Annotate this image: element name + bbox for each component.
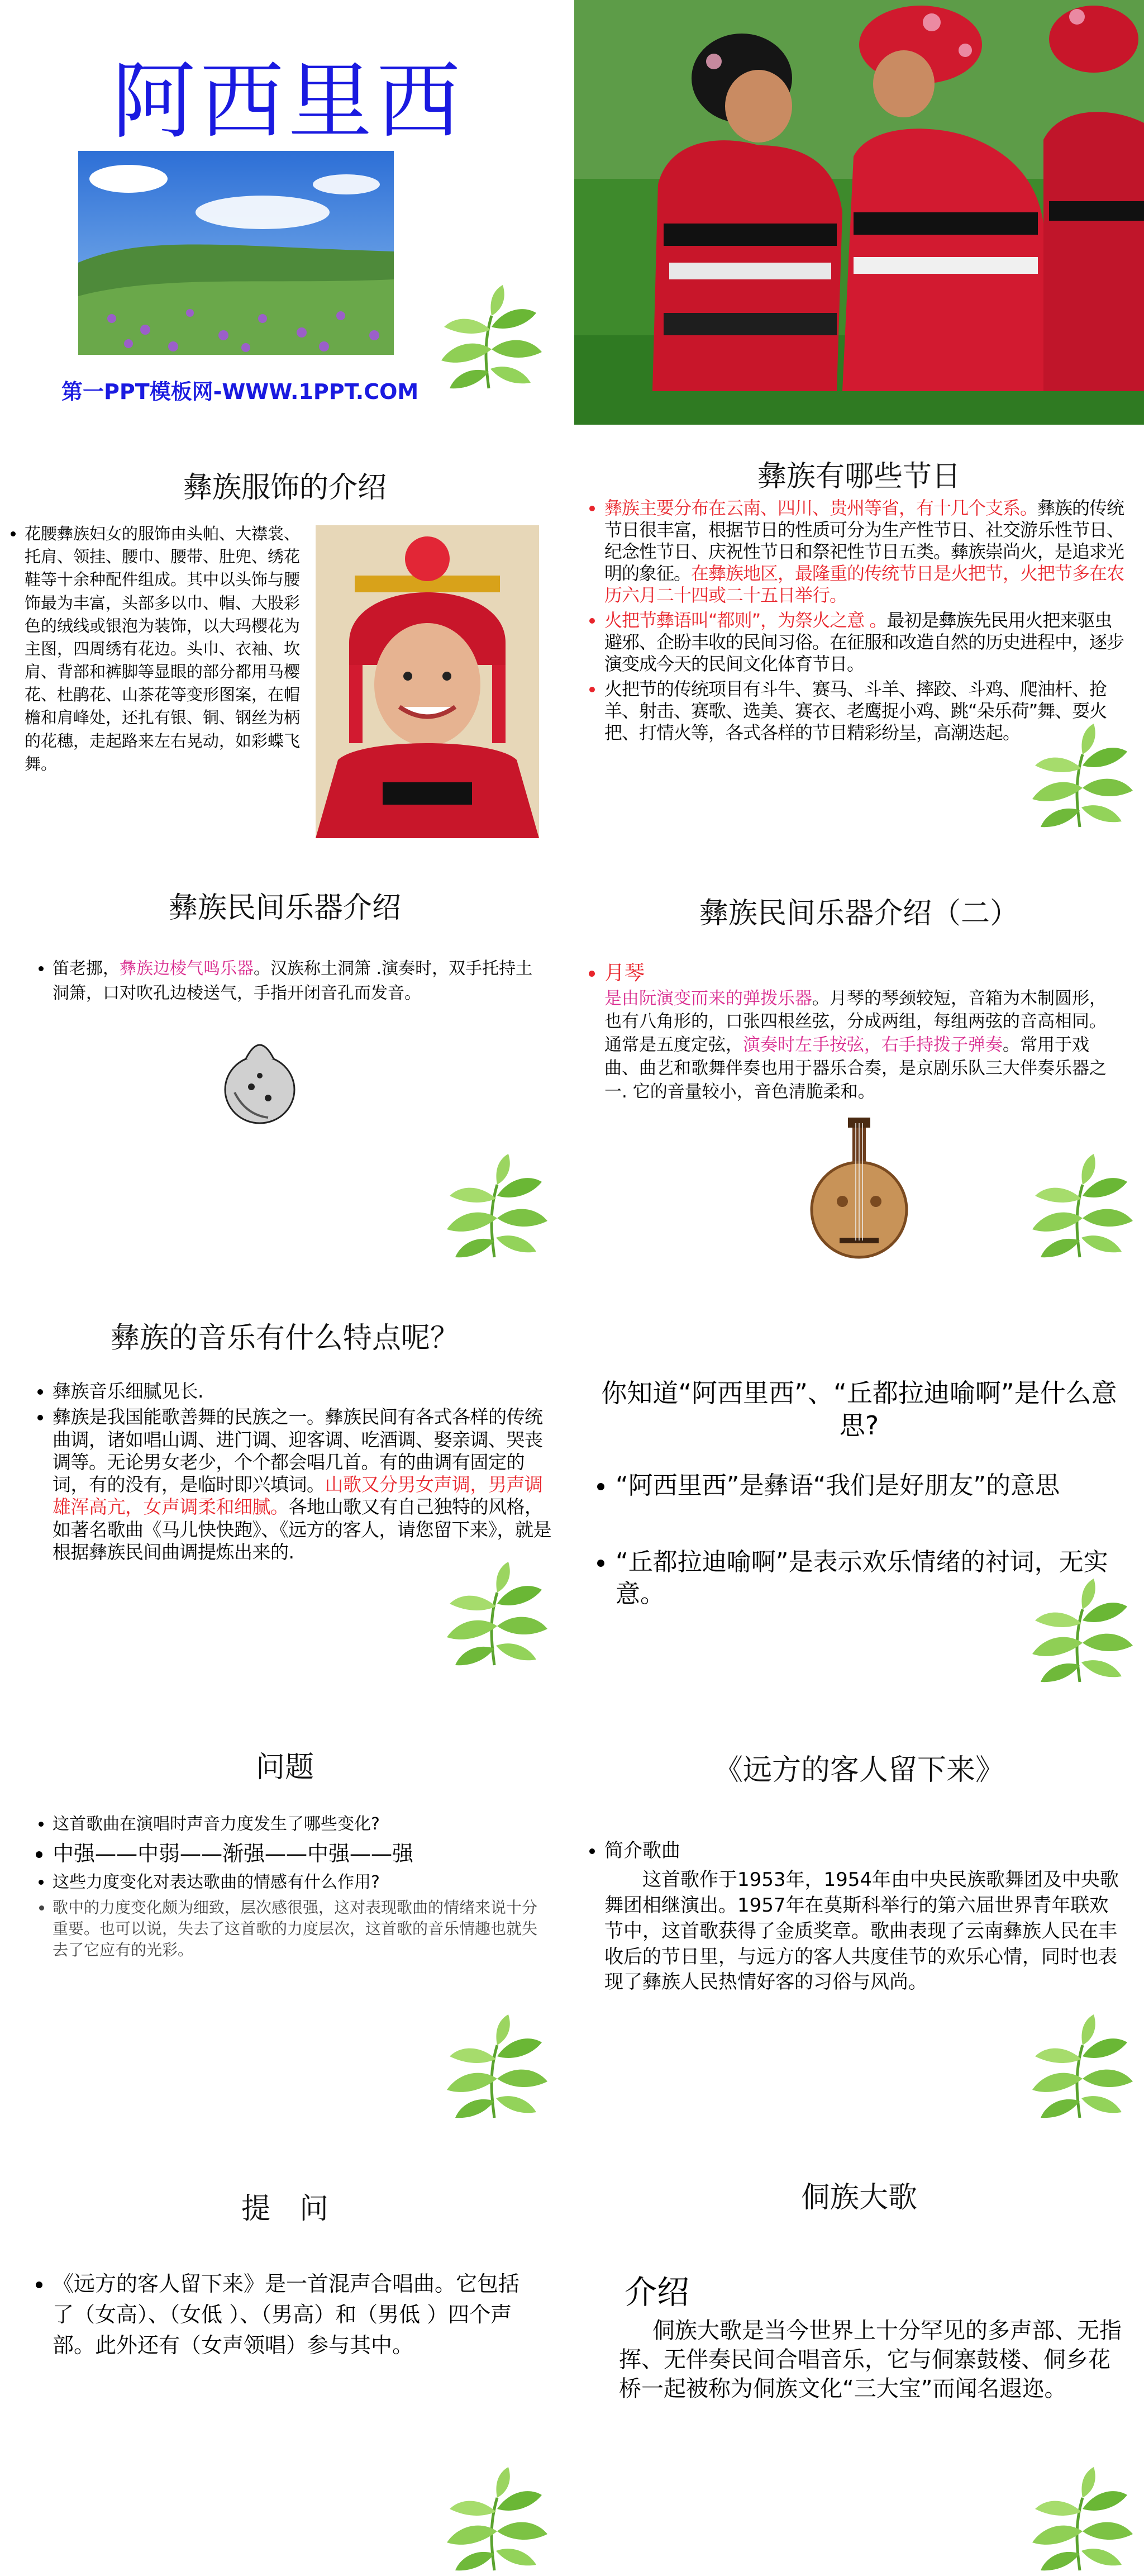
answer-1: • 中强——中弱——渐强——中强——强 — [53, 1840, 547, 1868]
leaf-decoration — [436, 1559, 553, 1671]
earthen-flute-image — [218, 1031, 302, 1126]
music-features-text — [28, 1380, 553, 1567]
music-feature-1: • 彝族音乐细腻见长. — [53, 1380, 553, 1403]
slide-dong-song — [574, 2151, 1144, 2576]
landscape-photo — [78, 151, 394, 355]
slide-title: 问题 — [255, 1751, 314, 1784]
slide-title: 《远方的客人留下来》 — [713, 1753, 1004, 1787]
music-feature-2: • 彝族是我国能歌善舞的民族之一。彝族民间有各式各样的传统曲调，诸如唱山调、进门调、迎客调、吃酒调、娶亲调、哭丧调等。无论男女老少，个个都会唱几首。有的曲调有固定的词，有的没有，是临时即兴填词。山歌又分男女声调，男声调雄浑高亢，女声调柔和细腻。各地山歌又有自己独特的风格，如著名歌曲《马儿快快跑》、《远方的客人，请您留下来》，就是根据彝族民间曲调提炼出来的. — [53, 1406, 553, 1563]
quiz-text — [28, 2269, 531, 2364]
slide-title: 彝族民间乐器介绍 — [168, 891, 401, 925]
costume-text — [0, 522, 302, 779]
slide-cover — [0, 0, 570, 425]
leaf-decoration — [1021, 1576, 1138, 1688]
song-intro-heading: • 简介歌曲 — [604, 1838, 1122, 1864]
quiz-paragraph: • 《远方的客人留下来》是一首混声合唱曲。它包括了（女高）、（女低 ）、（男高）和（男低 ）四个声部。此外还有（女声领唱）参与其中。 — [53, 2269, 531, 2361]
slide-costume — [0, 430, 570, 855]
dong-heading: 介绍 — [625, 2273, 690, 2311]
slide-title: 彝族服饰的介绍 — [183, 471, 387, 505]
leaf-decoration — [436, 2012, 553, 2123]
slide-title: 彝族有哪些节日 — [757, 460, 961, 493]
slide-song-intro — [574, 1721, 1144, 2146]
leaf-decoration — [1021, 2464, 1138, 2576]
leaf-decoration — [1021, 2012, 1138, 2123]
festival-text — [580, 497, 1127, 747]
song-intro-text — [580, 1838, 1122, 1995]
meaning-1: • “阿西里西”是彝语“我们是好朋友”的意思 — [616, 1470, 1122, 1501]
cover-title: 阿西里西 — [112, 53, 465, 150]
costume-paragraph: • 花腰彝族妇女的服饰由头帕、大襟裳、托肩、领挂、腰巾、腰带、肚兜、绣花鞋等十余种配件组成。其中以头饰与腰饰最为丰富，头部多以巾、帽、大股彩色的绒线或银泡为装饰，以大玛樱花为主图，四周绣有花边。头巾、衣袖、坎肩、背部和裤脚等显眼的部分都用马樱花、杜鹃花、山茶花等变形图案，在帽檐和肩峰处，还扎有银、铜、钢丝为柄的花穗，走起路来左右晃动，如彩蝶飞舞。 — [25, 522, 302, 776]
question-2: • 这些力度变化对表达歌曲的情感有什么作用? — [53, 1871, 547, 1894]
instrument-paragraph: • 笛老挪，彝族边棱气鸣乐器。汉族称土洞箫 .演奏时，双手托持土洞箫，口对吹孔边棱送气，手指开闭音孔而发音。 — [53, 957, 547, 1005]
slide-title: 彝族的音乐有什么特点呢？ — [110, 1322, 459, 1355]
yueqin-heading: • 月琴 — [604, 960, 1122, 987]
leaf-decoration — [436, 2464, 553, 2576]
slide-festivals — [574, 430, 1144, 855]
yi-woman-portrait — [316, 525, 539, 838]
yi-women-photo — [574, 0, 1144, 425]
answer-2: • 歌中的力度变化颇为细致，层次感很强，这对表现歌曲的情绪来说十分重要。也可以说，失去了这首歌的力度层次，这首歌的音乐情趣也就失去了它应有的光彩。 — [53, 1897, 547, 1960]
slide-meaning — [574, 1291, 1144, 1715]
leaf-decoration — [430, 282, 547, 394]
slide-music-features — [0, 1291, 570, 1715]
slide-title: 彝族民间乐器介绍（二） — [699, 897, 1019, 930]
slide-title: 侗族大歌 — [800, 2181, 917, 2214]
site-label: 第一PPT模板网-WWW.1PPT.COM — [61, 379, 419, 404]
question-1: • 这首歌曲在演唱时声音力度发生了哪些变化? — [53, 1813, 547, 1836]
leaf-decoration — [436, 1151, 553, 1263]
instrument-text — [28, 957, 547, 1009]
slide-title: 提 问 — [241, 2192, 328, 2226]
meaning-2: • “丘都拉迪喻啊”是表示欢乐情绪的衬词，无实意。 — [616, 1546, 1122, 1610]
festival-paragraph-2: • 火把节彝语叫“都则”，为祭火之意 。最初是彝族先民用火把来驱虫避邪、企盼丰收的民间习俗。在征服和改造自然的历史进程中，逐步演变成今天的民间文化体育节日。 — [604, 610, 1127, 675]
slide-title: 你知道“阿西里西”、“丘都拉迪喻啊”是什么意思? — [601, 1378, 1117, 1441]
questions-text — [28, 1813, 547, 1964]
yueqin-image — [809, 1118, 909, 1263]
leaf-decoration — [1021, 1151, 1138, 1263]
slide-instrument-1 — [0, 861, 570, 1285]
dong-paragraph: 侗族大歌是当今世界上十分罕见的多声部、无指挥、无伴奏民间合唱音乐，它与侗寨鼓楼、侗乡花桥一起被称为侗族文化“三大宝”而闻名遐迩。 — [619, 2318, 1122, 2402]
slide-questions — [0, 1721, 570, 2146]
festival-paragraph-3: • 火把节的传统项目有斗牛、赛马、斗羊、摔跤、斗鸡、爬油杆、抢羊、射击、赛歌、选美、赛衣、老鹰捉小鸡、跳“朵乐荷”舞、耍火把、打情火等，各式各样的节目精彩纷呈，高潮迭起。 — [604, 678, 1127, 744]
slide-instrument-2 — [574, 861, 1144, 1285]
yueqin-text — [580, 960, 1122, 1104]
leaf-decoration — [1021, 721, 1138, 833]
slide-quiz — [0, 2151, 570, 2576]
slide-photo-people — [574, 0, 1144, 425]
yueqin-paragraph: 是由阮演变而来的弹拨乐器。月琴的琴颈较短，音箱为木制圆形，也有八角形的，口张四根丝弦，分成两组，每组两弦的音高相同。通常是五度定弦，演奏时左手按弦，右手持拨子弹奏。常用于戏曲、曲艺和歌舞伴奏也用于器乐合奏，是京剧乐队三大伴奏乐器之一. 它的音量较小，音色清脆柔和。 — [604, 988, 1107, 1102]
festival-paragraph-1: • 彝族主要分布在云南、四川、贵州等省，有十几个支系。彝族的传统节日很丰富，根据节日的性质可分为生产性节日、社交游乐性节日、纪念性节日、庆祝性节日和祭祀性节日五类。彝族崇尚火，是追求光明的象征。在彝族地区，最隆重的传统节日是火把节，火把节多在农历六月二十四或二十五日举行。 — [604, 497, 1127, 606]
song-intro-paragraph: 这首歌作于1953年，1954年由中央民族歌舞团及中央歌舞团相继演出。1957年在莫斯科举行的第六届世界青年联欢节中，这首歌获得了金质奖章。歌曲表现了云南彝族人民在丰收后的节日里，与远方的客人共度佳节的欢乐心情，同时也表现了彝族人民热情好客的习俗与风尚。 — [604, 1868, 1119, 1994]
